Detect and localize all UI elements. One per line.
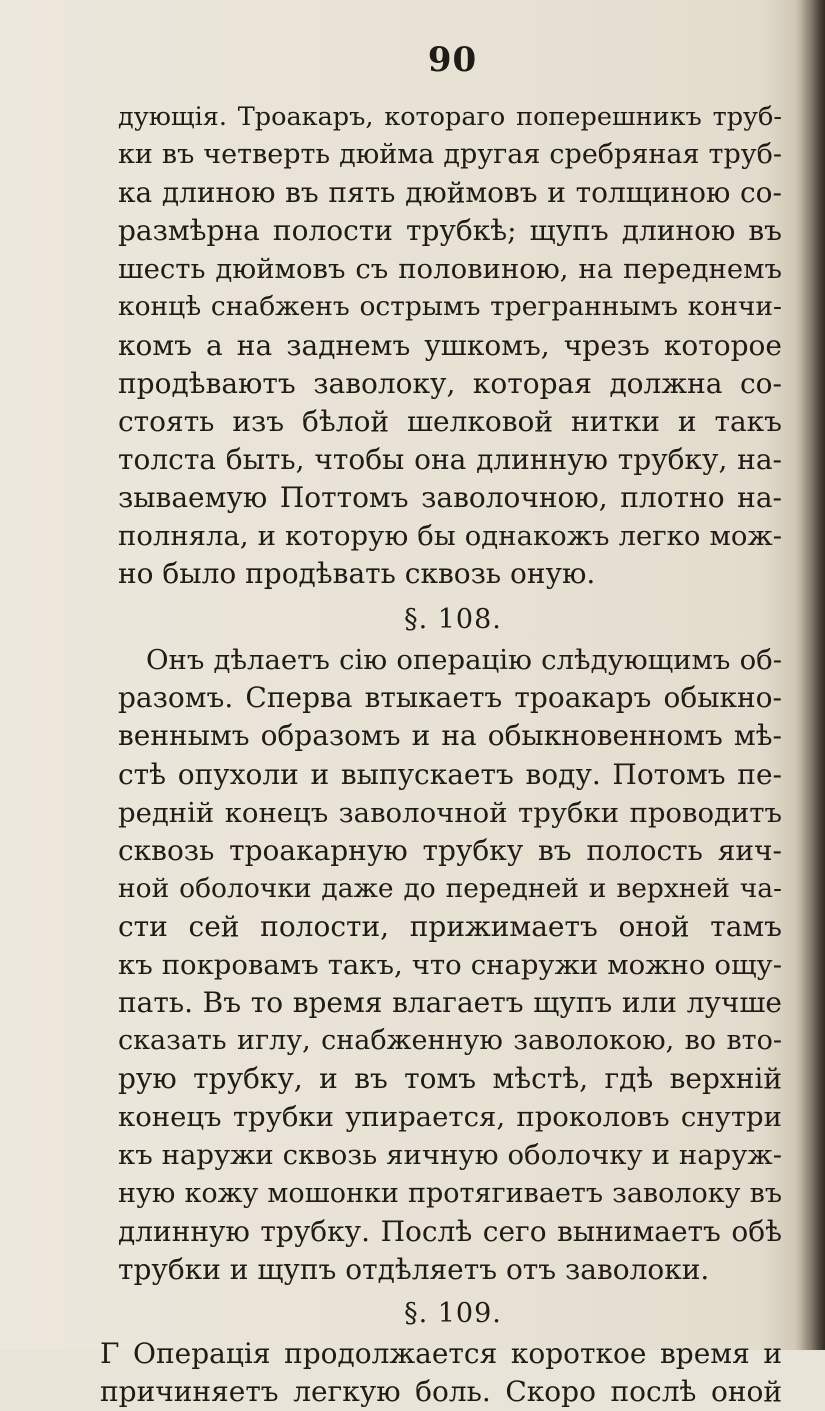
paragraph-1: [118, 98, 782, 593]
text-line-content: Операція продолжается короткое время и: [133, 1336, 782, 1370]
text-line: ной оболочки даже до передней и верхней ча-: [118, 872, 782, 904]
text-line: но было продѣвать сквозь оную.: [118, 557, 596, 591]
page-number: 90: [427, 40, 478, 80]
text-line: трубки и щупъ отдѣляетъ отъ заволоки.: [118, 1252, 710, 1286]
text-line: [100, 1335, 782, 1373]
text-block: [100, 98, 782, 1411]
text-line: длинную трубку. Послѣ сего вынимаетъ обѣ: [118, 1214, 782, 1248]
text-line: зываемую Поттомъ заволочною, плотно на-: [118, 480, 782, 514]
text-line: къ покровамъ такъ, что снаружи можно ощу-: [118, 948, 782, 981]
text-line: сказать иглу, снабженную заволокою, во вто-: [118, 1025, 782, 1057]
text-line: веннымъ образомъ и на обыкновенномъ мѣ-: [118, 719, 782, 753]
text-line: шесть дюймовъ съ половиною, на переднемъ: [118, 253, 782, 286]
text-line: дующія. Троакаръ, котораго поперешникъ труб-: [118, 102, 782, 132]
text-line: конецъ трубки упирается, проколовъ снутри: [118, 1101, 782, 1134]
spine-shadow: [795, 0, 825, 1350]
text-line: толста быть, чтобы она длинную трубку, на-: [118, 442, 782, 476]
text-line: комъ а на заднемъ ушкомъ, чрезъ которое: [118, 328, 782, 362]
text-line: концѣ снабженъ острымъ треграннымъ кончи-: [118, 291, 782, 323]
text-line: Онъ дѣлаетъ сію операцію слѣдующимъ об-: [146, 644, 782, 677]
text-line: стоять изъ бѣлой шелковой нитки и такъ: [118, 404, 782, 438]
text-line: размѣрна полости трубкѣ; щупъ длиною въ: [118, 214, 782, 248]
text-line: ную кожу мошонки протягиваетъ заволоку въ: [118, 1177, 782, 1209]
margin-mark: Γ: [100, 1336, 120, 1370]
section-heading-109: §. 109.: [404, 1297, 502, 1329]
text-line: рую трубку, и въ томъ мѣстѣ, гдѣ верхній: [118, 1062, 782, 1096]
text-line: ка длиною въ пять дюймовъ и толщиною со-: [118, 176, 782, 210]
text-line: стѣ опухоли и выпускаетъ воду. Потомъ пе-: [118, 757, 782, 791]
text-line: пать. Въ то время влагаетъ щупъ или лучше: [118, 986, 782, 1020]
text-line: сти сей полости, прижимаетъ оной тамъ: [118, 909, 782, 943]
text-line: редній конецъ заволочной трубки проводитъ: [118, 796, 782, 829]
text-line: разомъ. Сперва втыкаетъ троакаръ обыкно-: [118, 681, 782, 715]
section-heading-108: §. 108.: [404, 604, 502, 636]
text-line: ки въ четверть дюйма другая сребряная труб-: [118, 139, 782, 171]
text-line: полняла, и которую бы однакожъ легко мож-: [118, 520, 782, 553]
text-line: сквозь троакарную трубку въ полость яич-: [118, 833, 782, 867]
text-line: продѣваютъ заволоку, которая должна со-: [118, 366, 782, 400]
paragraph-108: [118, 641, 782, 1289]
paragraph-109: [100, 1335, 782, 1411]
text-line: причиняетъ легкую боль. Скоро послѣ оной: [100, 1374, 782, 1408]
text-line: къ наружи сквозь яичную оболочку и наруж-: [118, 1139, 782, 1172]
